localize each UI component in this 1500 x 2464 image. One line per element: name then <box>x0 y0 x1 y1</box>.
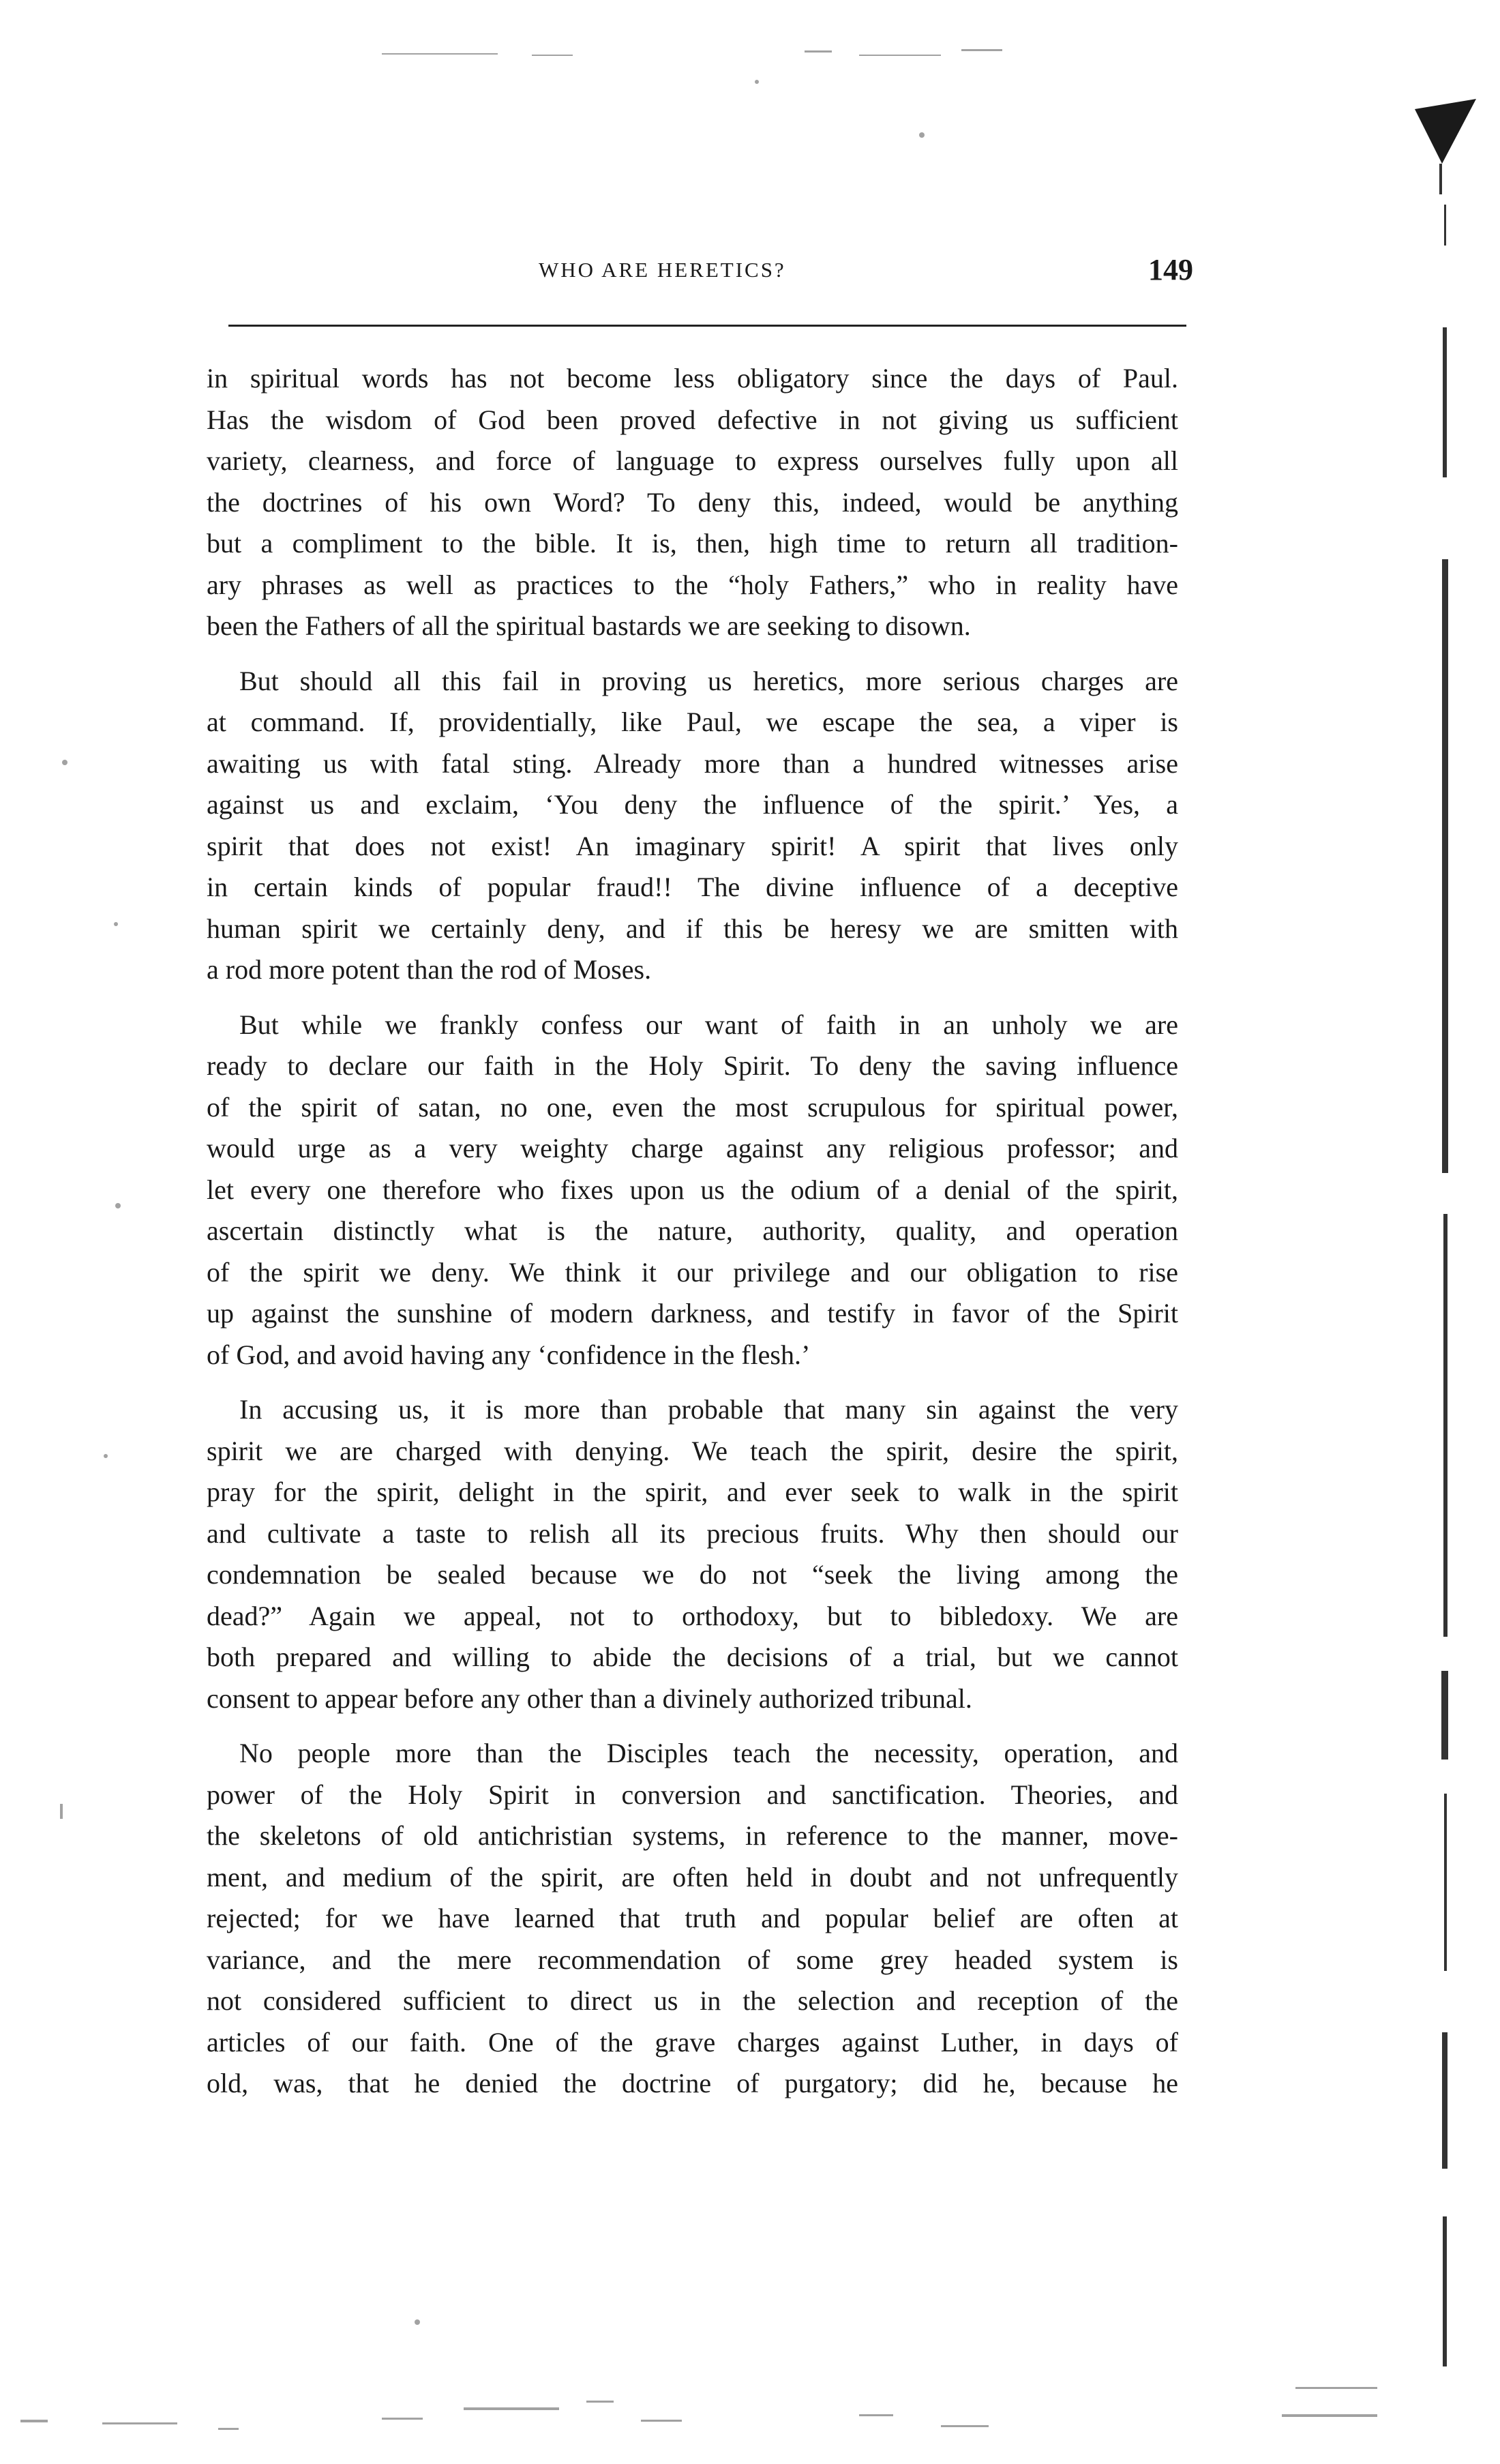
running-title: WHO ARE HERETICS? <box>539 258 786 282</box>
text-line: dead?” Again we appeal, not to orthodoxy, but to bibledoxy. We are <box>207 1600 1178 1631</box>
text-line: condemnation be sealed because we do not “seek the living among the <box>207 1559 1178 1590</box>
body-text <box>207 358 1178 2118</box>
text-line: would urge as a very weighty charge against any religious professor; and <box>207 1133 1178 1163</box>
text-line: ready to declare our faith in the Holy Spirit. To deny the saving influence <box>207 1050 1178 1081</box>
text-line: in spiritual words has not become less obligatory since the days of Paul. <box>207 363 1178 394</box>
text-line: against us and exclaim, ‘You deny the influence of the spirit.’ Yes, a <box>207 789 1178 820</box>
running-head <box>205 253 1193 299</box>
text-line: power of the Holy Spirit in conversion and sanctification. Theories, and <box>207 1779 1178 1810</box>
corner-fold-mark <box>1415 99 1476 201</box>
paragraph-2 <box>207 661 1178 991</box>
text-line: of God, and avoid having any ‘confidence in the flesh.’ <box>207 1339 811 1370</box>
text-line: both prepared and willing to abide the decisions of a trial, but we cannot <box>207 1642 1178 1672</box>
text-line: up against the sunshine of modern darkness, and testify in favor of the Spirit <box>207 1298 1178 1329</box>
text-line: rejected; for we have learned that truth and popular belief are often at <box>207 1903 1178 1933</box>
text-line: in certain kinds of popular fraud!! The divine influence of a deceptive <box>207 872 1178 902</box>
text-line: of the spirit of satan, no one, even the most scrupulous for spiritual power, <box>207 1091 1178 1123</box>
header-rule <box>228 325 1186 327</box>
text-line: ascertain distinctly what is the nature, authority, quality, and operation <box>207 1215 1178 1246</box>
text-line: and cultivate a taste to relish all its precious fruits. Why then should our <box>207 1517 1178 1549</box>
text-line: ment, and medium of the spirit, are often held in doubt and not unfrequently <box>207 1861 1178 1892</box>
text-line: but a compliment to the bible. It is, then, high time to return all tradition- <box>207 528 1178 559</box>
text-line: awaiting us with fatal sting. Already more than a hundred witnesses arise <box>207 747 1178 779</box>
text-line: In accusing us, it is more than probable that many sin against the very <box>239 1394 1178 1425</box>
text-line: old, was, that he denied the doctrine of purgatory; did he, because he <box>207 2068 1178 2098</box>
text-line: But while we frankly confess our want of faith in an unholy we are <box>239 1009 1178 1040</box>
binding-edge-shadow <box>1440 205 1452 2387</box>
text-line: No people more than the Disciples teach the necessity, operation, and <box>239 1738 1178 1768</box>
paragraph-3 <box>207 1005 1178 1376</box>
page-number: 149 <box>1148 253 1193 286</box>
text-line: variance, and the mere recommendation of some grey headed system is <box>207 1944 1178 1975</box>
text-line: pray for the spirit, delight in the spirit, and ever seek to walk in the spirit <box>207 1476 1178 1507</box>
text-line: human spirit we certainly deny, and if this be heresy we are smitten with <box>207 912 1178 944</box>
text-line: Has the wisdom of God been proved defective in not giving us sufficient <box>207 404 1178 435</box>
text-line: spirit we are charged with denying. We teach the spirit, desire the spirit, <box>207 1435 1178 1466</box>
text-line: a rod more potent than the rod of Moses. <box>207 954 652 985</box>
text-line: the doctrines of his own Word? To deny this, indeed, would be anything <box>207 486 1178 518</box>
text-line: articles of our faith. One of the grave charges against Luther, in days of <box>207 2026 1178 2058</box>
text-line: ary phrases as well as practices to the “holy Fathers,” who in reality have <box>207 569 1178 600</box>
text-line: at command. If, providentially, like Paul, we escape the sea, a viper is <box>207 707 1178 737</box>
paragraph-5 <box>207 1733 1178 2105</box>
text-line: let every one therefore who fixes upon us the odium of a denial of the spirit, <box>207 1174 1178 1205</box>
text-line: the skeletons of old antichristian systems, in reference to the manner, move- <box>207 1820 1178 1851</box>
text-line: spirit that does not exist! An imaginary spirit! A spirit that lives only <box>207 830 1178 861</box>
text-line: not considered sufficient to direct us in the selection and reception of the <box>207 1985 1178 2016</box>
text-line: variety, clearness, and force of language to express ourselves fully upon all <box>207 445 1178 476</box>
text-line: consent to appear before any other than a divinely authorized tribunal. <box>207 1682 972 1714</box>
text-line: been the Fathers of all the spiritual bastards we are seeking to disown. <box>207 610 971 641</box>
text-line: of the spirit we deny. We think it our privilege and our obligation to rise <box>207 1256 1178 1288</box>
paragraph-4 <box>207 1389 1178 1719</box>
paragraph-1 <box>207 358 1178 647</box>
text-line: But should all this fail in proving us heretics, more serious charges are <box>239 665 1178 696</box>
